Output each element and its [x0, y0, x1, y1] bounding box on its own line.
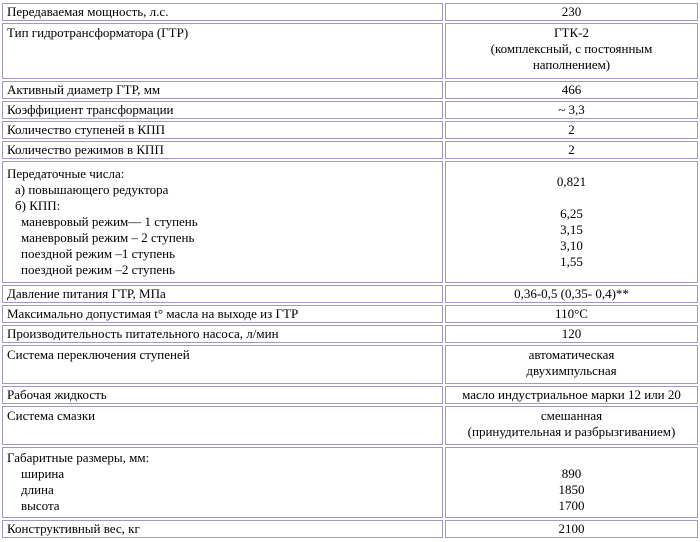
- gear-ratio-value: 3,10: [560, 238, 583, 253]
- dimension-label: длина: [21, 482, 54, 497]
- row-gear-ratios: [2, 161, 698, 283]
- row-dimensions: [2, 447, 698, 518]
- power-label: Передаваемая мощность, л.с.: [2, 3, 443, 21]
- row-max-oil-temp: [2, 305, 698, 323]
- max-oil-temp-label: Максимально допустимая t° масла на выходе из ГТР: [2, 305, 443, 323]
- gear-ratio-label: маневровый режим – 2 ступень: [21, 230, 195, 245]
- gear-ratios-heading: Передаточные числа:: [7, 166, 125, 181]
- gear-ratios-values: [445, 161, 698, 283]
- supply-pressure-label: Давление питания ГТР, МПа: [2, 285, 443, 303]
- active-diameter-label: Активный диаметр ГТР, мм: [2, 81, 443, 99]
- lubrication-system-line-2: (принудительная и разбрызгиванием): [467, 424, 676, 439]
- specifications-table: [0, 1, 700, 540]
- dimension-label: ширина: [21, 466, 65, 481]
- dimension-label: высота: [21, 498, 60, 513]
- row-design-weight: [2, 520, 698, 538]
- gear-ratio-value: 6,25: [560, 206, 583, 221]
- gearbox-modes-value: 2: [445, 141, 698, 159]
- row-converter-type: [2, 23, 698, 79]
- reduction-gear-value: 0,821: [556, 174, 587, 189]
- converter-model: ГТК-2: [554, 25, 589, 40]
- gear-ratio-value: 3,15: [560, 222, 583, 237]
- dimensions-values: [445, 447, 698, 518]
- lubrication-system-value: [445, 406, 698, 445]
- gearbox-modes-label: Количество режимов в КПП: [2, 141, 443, 159]
- row-gearbox-modes: [2, 141, 698, 159]
- row-supply-pressure: [2, 285, 698, 303]
- supply-pressure-value: 0,36-0,5 (0,35- 0,4)**: [445, 285, 698, 303]
- row-power: [2, 3, 698, 21]
- switching-system-line-1: автоматическая: [528, 347, 615, 362]
- dimension-value: 1700: [558, 498, 585, 513]
- dimension-value: 890: [561, 466, 582, 481]
- gear-ratio-label: поездной режим –1 ступень: [21, 246, 176, 261]
- gear-ratio-label: маневровый режим— 1 ступень: [21, 214, 198, 229]
- row-working-fluid: [2, 386, 698, 404]
- transformation-coefficient-label: Коэффициент трансформации: [2, 101, 443, 119]
- gearbox-stages-value: 2: [445, 121, 698, 139]
- working-fluid-value: масло индустриальное марки 12 или 20: [445, 386, 698, 404]
- switching-system-value: [445, 345, 698, 384]
- lubrication-system-label: Система смазки: [2, 406, 443, 445]
- dimensions-labels: [2, 447, 443, 518]
- row-switching-system: [2, 345, 698, 384]
- row-gearbox-stages: [2, 121, 698, 139]
- pump-capacity-value: 120: [445, 325, 698, 343]
- converter-type-label: Тип гидротрансформатора (ГТР): [2, 23, 443, 79]
- gearbox-subheading: б) КПП:: [15, 198, 61, 213]
- converter-description-line-2: наполнением): [532, 57, 611, 72]
- switching-system-line-2: двухимпульсная: [526, 363, 617, 378]
- gear-ratio-value: 1,55: [560, 254, 583, 269]
- row-pump-capacity: [2, 325, 698, 343]
- gear-ratios-labels: [2, 161, 443, 283]
- row-transformation-coefficient: [2, 101, 698, 119]
- switching-system-label: Система переключения ступеней: [2, 345, 443, 384]
- gear-ratio-label: поездной режим –2 ступень: [21, 262, 176, 277]
- converter-type-value: [445, 23, 698, 79]
- converter-description-line-1: (комплексный, с постоянным: [490, 41, 653, 56]
- design-weight-value: 2100: [445, 520, 698, 538]
- transformation-coefficient-value: ~ 3,3: [445, 101, 698, 119]
- pump-capacity-label: Производительность питательного насоса, л/мин: [2, 325, 443, 343]
- reduction-gear-label: а) повышающего редуктора: [15, 182, 169, 197]
- lubrication-system-line-1: смешанная: [540, 408, 603, 423]
- max-oil-temp-value: 110°С: [445, 305, 698, 323]
- design-weight-label: Конструктивный вес, кг: [2, 520, 443, 538]
- power-value: 230: [445, 3, 698, 21]
- row-active-diameter: [2, 81, 698, 99]
- dimension-value: 1850: [558, 482, 585, 497]
- active-diameter-value: 466: [445, 81, 698, 99]
- dimensions-heading: Габаритные размеры, мм:: [7, 450, 150, 465]
- working-fluid-label: Рабочая жидкость: [2, 386, 443, 404]
- row-lubrication-system: [2, 406, 698, 445]
- gearbox-stages-label: Количество ступеней в КПП: [2, 121, 443, 139]
